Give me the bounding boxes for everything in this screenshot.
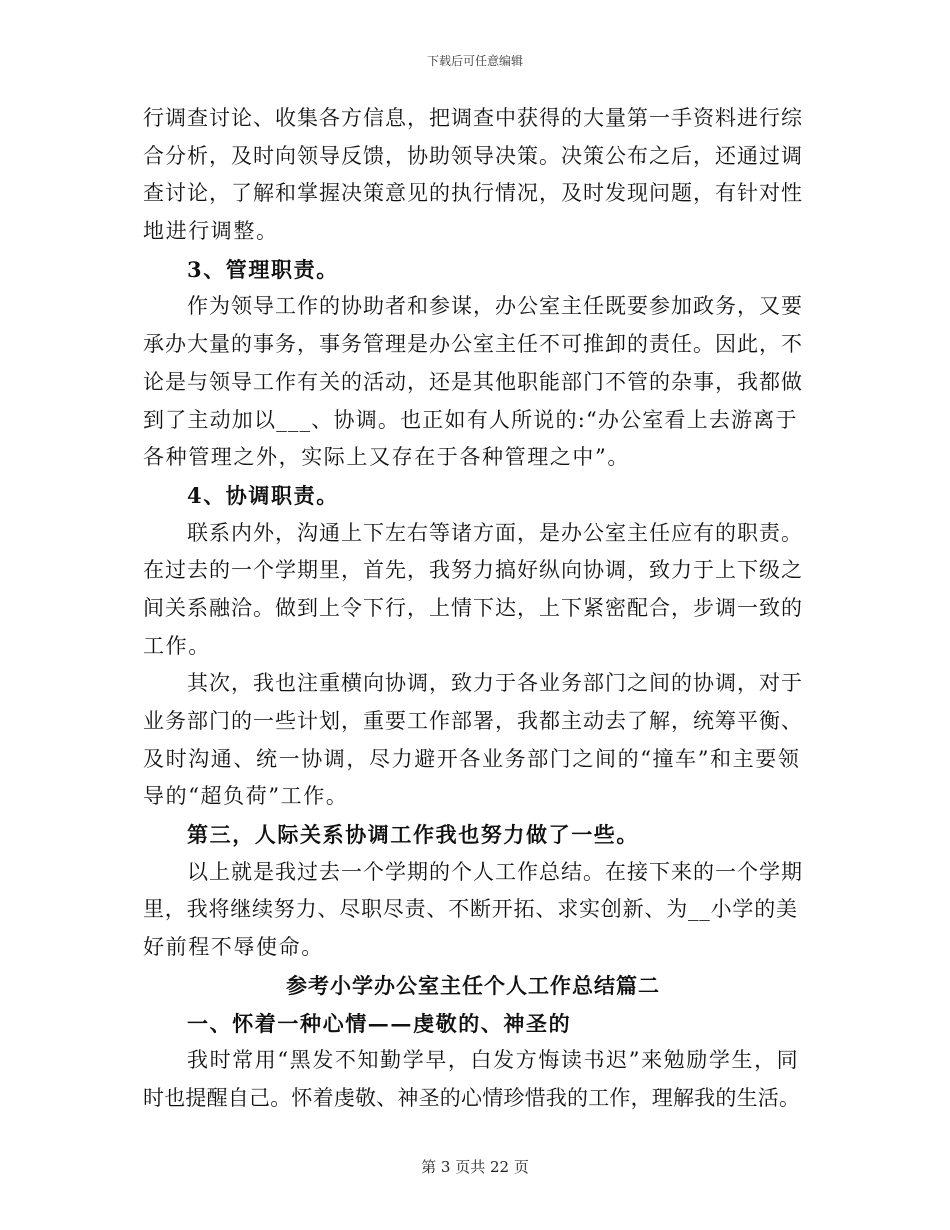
section-heading: 第三，人际关系协调工作我也努力做了一些。 bbox=[187, 822, 639, 848]
article-title: 参考小学办公室主任个人工作总结篇二 bbox=[286, 972, 660, 998]
paragraph-line: 其次，我也注重横向协调，致力于各业务部门之间的协调，对于 bbox=[187, 671, 803, 696]
paragraph-line: 各种管理之外，实际上又存在于各种管理之中”。 bbox=[143, 445, 630, 470]
paragraph-line: 好前程不辱使命。 bbox=[143, 935, 324, 960]
paragraph-line: 以上就是我过去一个学期的个人工作总结。在接下来的一个学期 bbox=[187, 859, 803, 884]
section-heading: 3、管理职责。 bbox=[187, 256, 339, 282]
paragraph-line: 合分析，及时向领导反馈，协助领导决策。决策公布之后，还通过调 bbox=[143, 143, 803, 168]
paragraph-line: 承办大量的事务，事务管理是办公室主任不可推卸的责任。因此，不 bbox=[143, 332, 803, 357]
page-footer: 第 3 页共 22 页 bbox=[421, 1158, 529, 1176]
paragraph-line: 联系内外，沟通上下左右等诸方面，是办公室主任应有的职责。 bbox=[187, 520, 803, 545]
paragraph-line: 论是与领导工作有关的活动，还是其他职能部门不管的杂事，我都做 bbox=[143, 369, 803, 394]
paragraph-line: 导的“超负荷”工作。 bbox=[143, 784, 349, 809]
paragraph-line: 作为领导工作的协助者和参谋，办公室主任既要参加政务，又要 bbox=[187, 294, 803, 319]
paragraph-line: 业务部门的一些计划，重要工作部署，我都主动去了解，统筹平衡、 bbox=[143, 709, 803, 733]
paragraph-line: 时也提醒自己。怀着虔敬、神圣的心情珍惜我的工作，理解我的生活。 bbox=[143, 1085, 801, 1110]
paragraph-line: 到了主动加以___、协调。也正如有人所说的:“办公室看上去游离于 bbox=[143, 407, 798, 432]
paragraph-line: 里，我将继续努力、尽职尽责、不断开拓、求实创新、为__小学的美 bbox=[143, 897, 798, 922]
document-body bbox=[143, 100, 803, 1118]
paragraph-line: 查讨论，了解和掌握决策意见的执行情况，及时发现问题，有针对性 bbox=[143, 181, 803, 206]
paragraph-line: 我时常用“黑发不知勤学早，白发方悔读书迟”来勉励学生，同 bbox=[187, 1048, 800, 1073]
page-header: 下载后可任意编辑 bbox=[426, 54, 523, 68]
paragraph-line: 在过去的一个学期里，首先，我努力搞好纵向协调，致力于上下级之 bbox=[143, 558, 803, 583]
paragraph-line: 地进行调整。 bbox=[143, 219, 279, 244]
paragraph-line: 间关系融洽。做到上令下行，上情下达，上下紧密配合，步调一致的 bbox=[143, 595, 803, 620]
section-heading: 4、协调职责。 bbox=[187, 482, 339, 508]
paragraph-line: 行调查讨论、收集各方信息，把调查中获得的大量第一手资料进行综 bbox=[143, 106, 803, 130]
paragraph-line: 工作。 bbox=[143, 633, 211, 658]
section-heading: 一、怀着一种心情——虔敬的、神圣的 bbox=[187, 1010, 572, 1036]
paragraph-line: 及时沟通、统一协调，尽力避开各业务部门之间的“撞车”和主要领 bbox=[143, 746, 801, 771]
